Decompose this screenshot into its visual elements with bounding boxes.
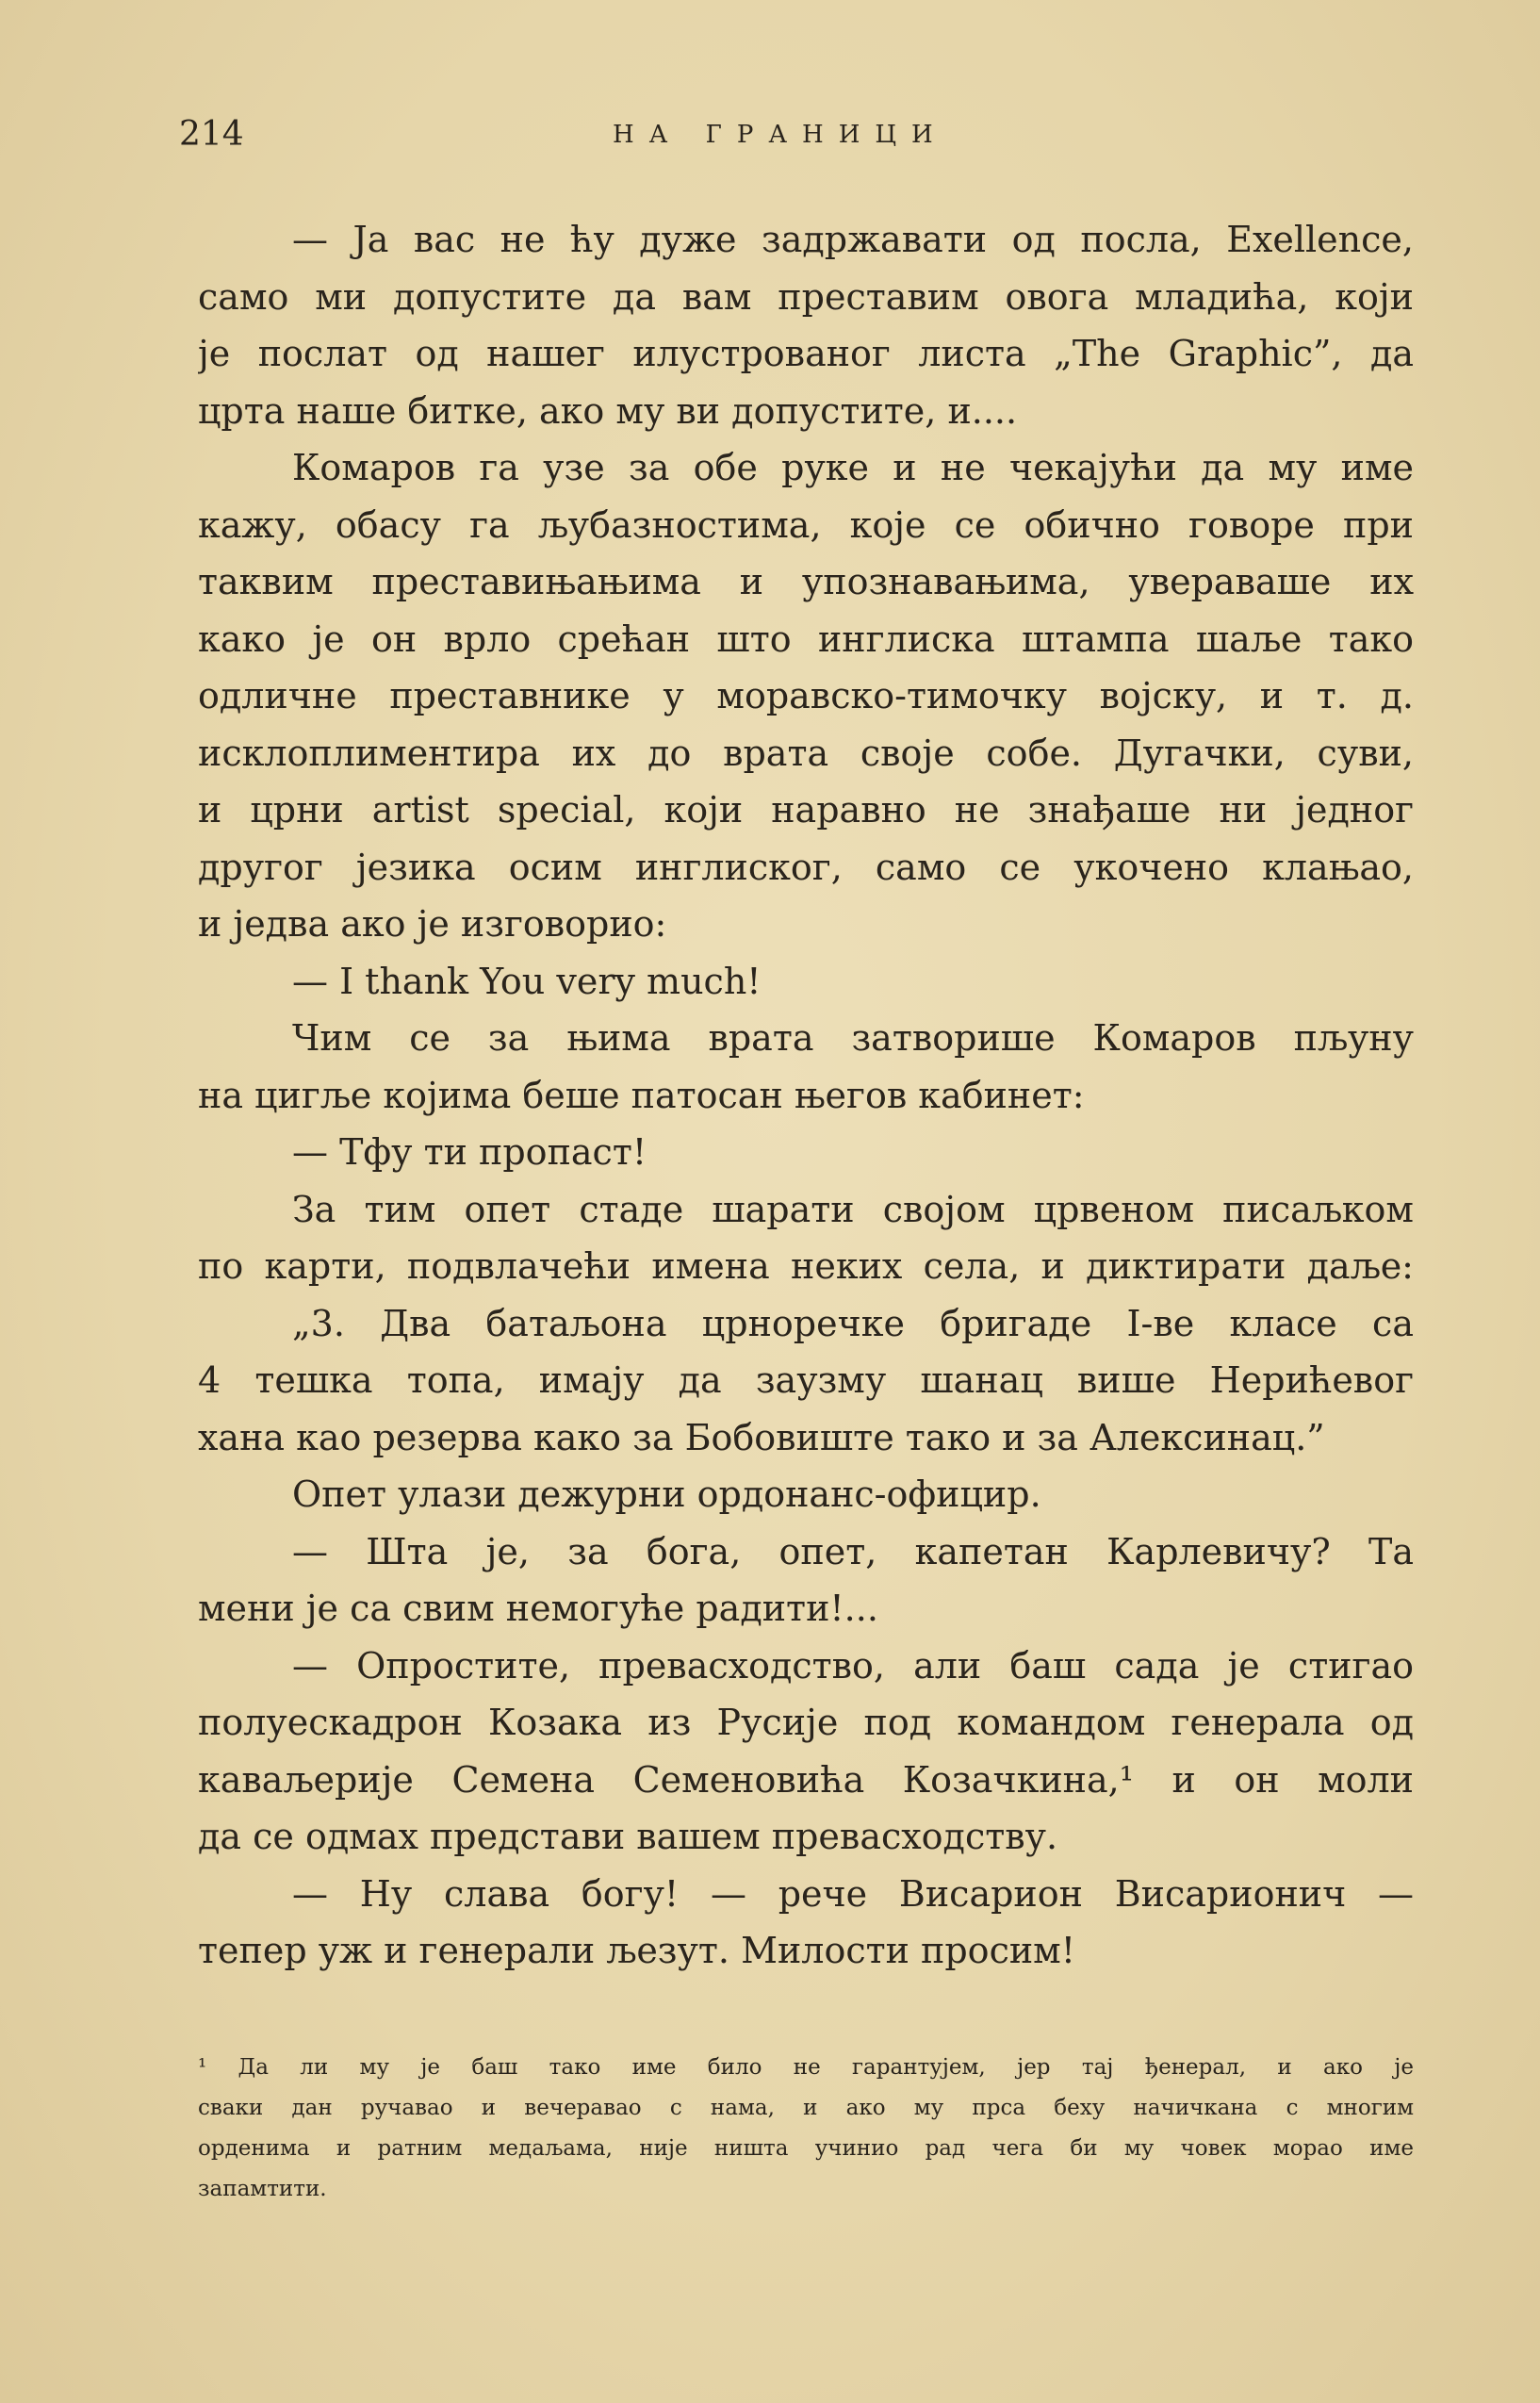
body-text: [198, 211, 1414, 1980]
footnotes: [198, 2048, 1414, 2210]
text-line: — Ну слава богу! — рече Висарион Висарионич —: [292, 1872, 1414, 1915]
footnote-line: ¹ Да ли му је баш тако име било не гарантујем, јер тај ђенерал, и ако је: [198, 2055, 1414, 2080]
footnote-line: орденима и ратним медаљама, није ништа учинио рад чега би му човек морао име: [198, 2136, 1414, 2161]
text-line: Опет улази дежурни ордонанс-официр.: [292, 1473, 1041, 1515]
footnote-line: запамтити.: [198, 2177, 327, 2201]
text-line: кажу, обасу га љубазностима, које се обично говоре при: [198, 503, 1414, 546]
text-line: на цигље којима беше патосан његов кабинет:: [198, 1074, 1085, 1116]
text-line: За тим опет стаде шарати својом црвеном писаљком: [292, 1188, 1414, 1230]
text-line: Комаров га узе за обе руке и не чекајући да му име: [292, 447, 1414, 488]
text-line: хана као резерва како за Бобовиште тако и за Алексинац.”: [198, 1416, 1325, 1458]
text-line: и црни artist special, који наравно не знађаше ни једног: [198, 789, 1414, 831]
text-line: — Шта је, за бога, опет, капетан Карлевичу? Та: [292, 1530, 1414, 1572]
text-line: и једва ако је изговорио:: [198, 903, 667, 945]
text-line: Чим се за њима врата затворише Комаров пљуну: [292, 1017, 1414, 1059]
text-line: — Тфу ти пропаст!: [292, 1131, 647, 1173]
running-title: НА ГРАНИЦИ: [613, 121, 948, 149]
text-line: таквим преставињањима и упознавањима, увераваше их: [198, 561, 1414, 602]
text-line: исклоплиментира их до врата своје собе. Дугачки, суви,: [198, 732, 1414, 774]
text-line: мени је са свим немогуће радити!...: [198, 1588, 878, 1629]
footnote-line: сваки дан ручавао и вечеравао с нама, и ако му прса беху начичкана с многим: [198, 2096, 1414, 2120]
text-line: другог језика осим инглиског, само се укочено клањао,: [198, 846, 1414, 888]
text-line: црта наше битке, ако му ви допустите, и....: [198, 389, 1018, 432]
text-line: полуескадрон Козака из Русије под командом генерала од: [198, 1702, 1414, 1743]
text-line: — I thank You very much!: [292, 960, 762, 1002]
text-line: „3. Два батаљона црноречке бригаде I-ве класе са: [292, 1302, 1414, 1344]
text-line: одличне преставнике у моравско-тимочку војску, и т. д.: [198, 675, 1414, 716]
text-line: тепер уж и генерали љезут. Милости просим!: [198, 1930, 1075, 1971]
text-line: — Ја вас не ћу дуже задржавати од посла, Exellence,: [292, 219, 1414, 260]
text-line: — Опростите, превасходство, али баш сада је стигао: [292, 1644, 1414, 1687]
text-line: каваљерије Семена Семеновића Козачкина,¹ и он моли: [198, 1758, 1414, 1801]
text-line: је послат од нашег илустрованог листа „The Graphic”, да: [198, 333, 1414, 374]
page-number: 214: [179, 115, 244, 154]
text-line: да се одмах представи вашем превасходству.: [198, 1816, 1058, 1857]
text-line: по карти, подвлачећи имена неких села, и диктирати даље:: [198, 1245, 1414, 1287]
text-line: како је он врло срећан што инглиска штампа шаље тако: [198, 617, 1414, 660]
page-header: [179, 115, 1423, 162]
text-line: само ми допустите да вам преставим овога младића, који: [198, 275, 1414, 318]
text-line: 4 тешка топа, имају да заузму шанац више Нерићевог: [198, 1359, 1414, 1401]
